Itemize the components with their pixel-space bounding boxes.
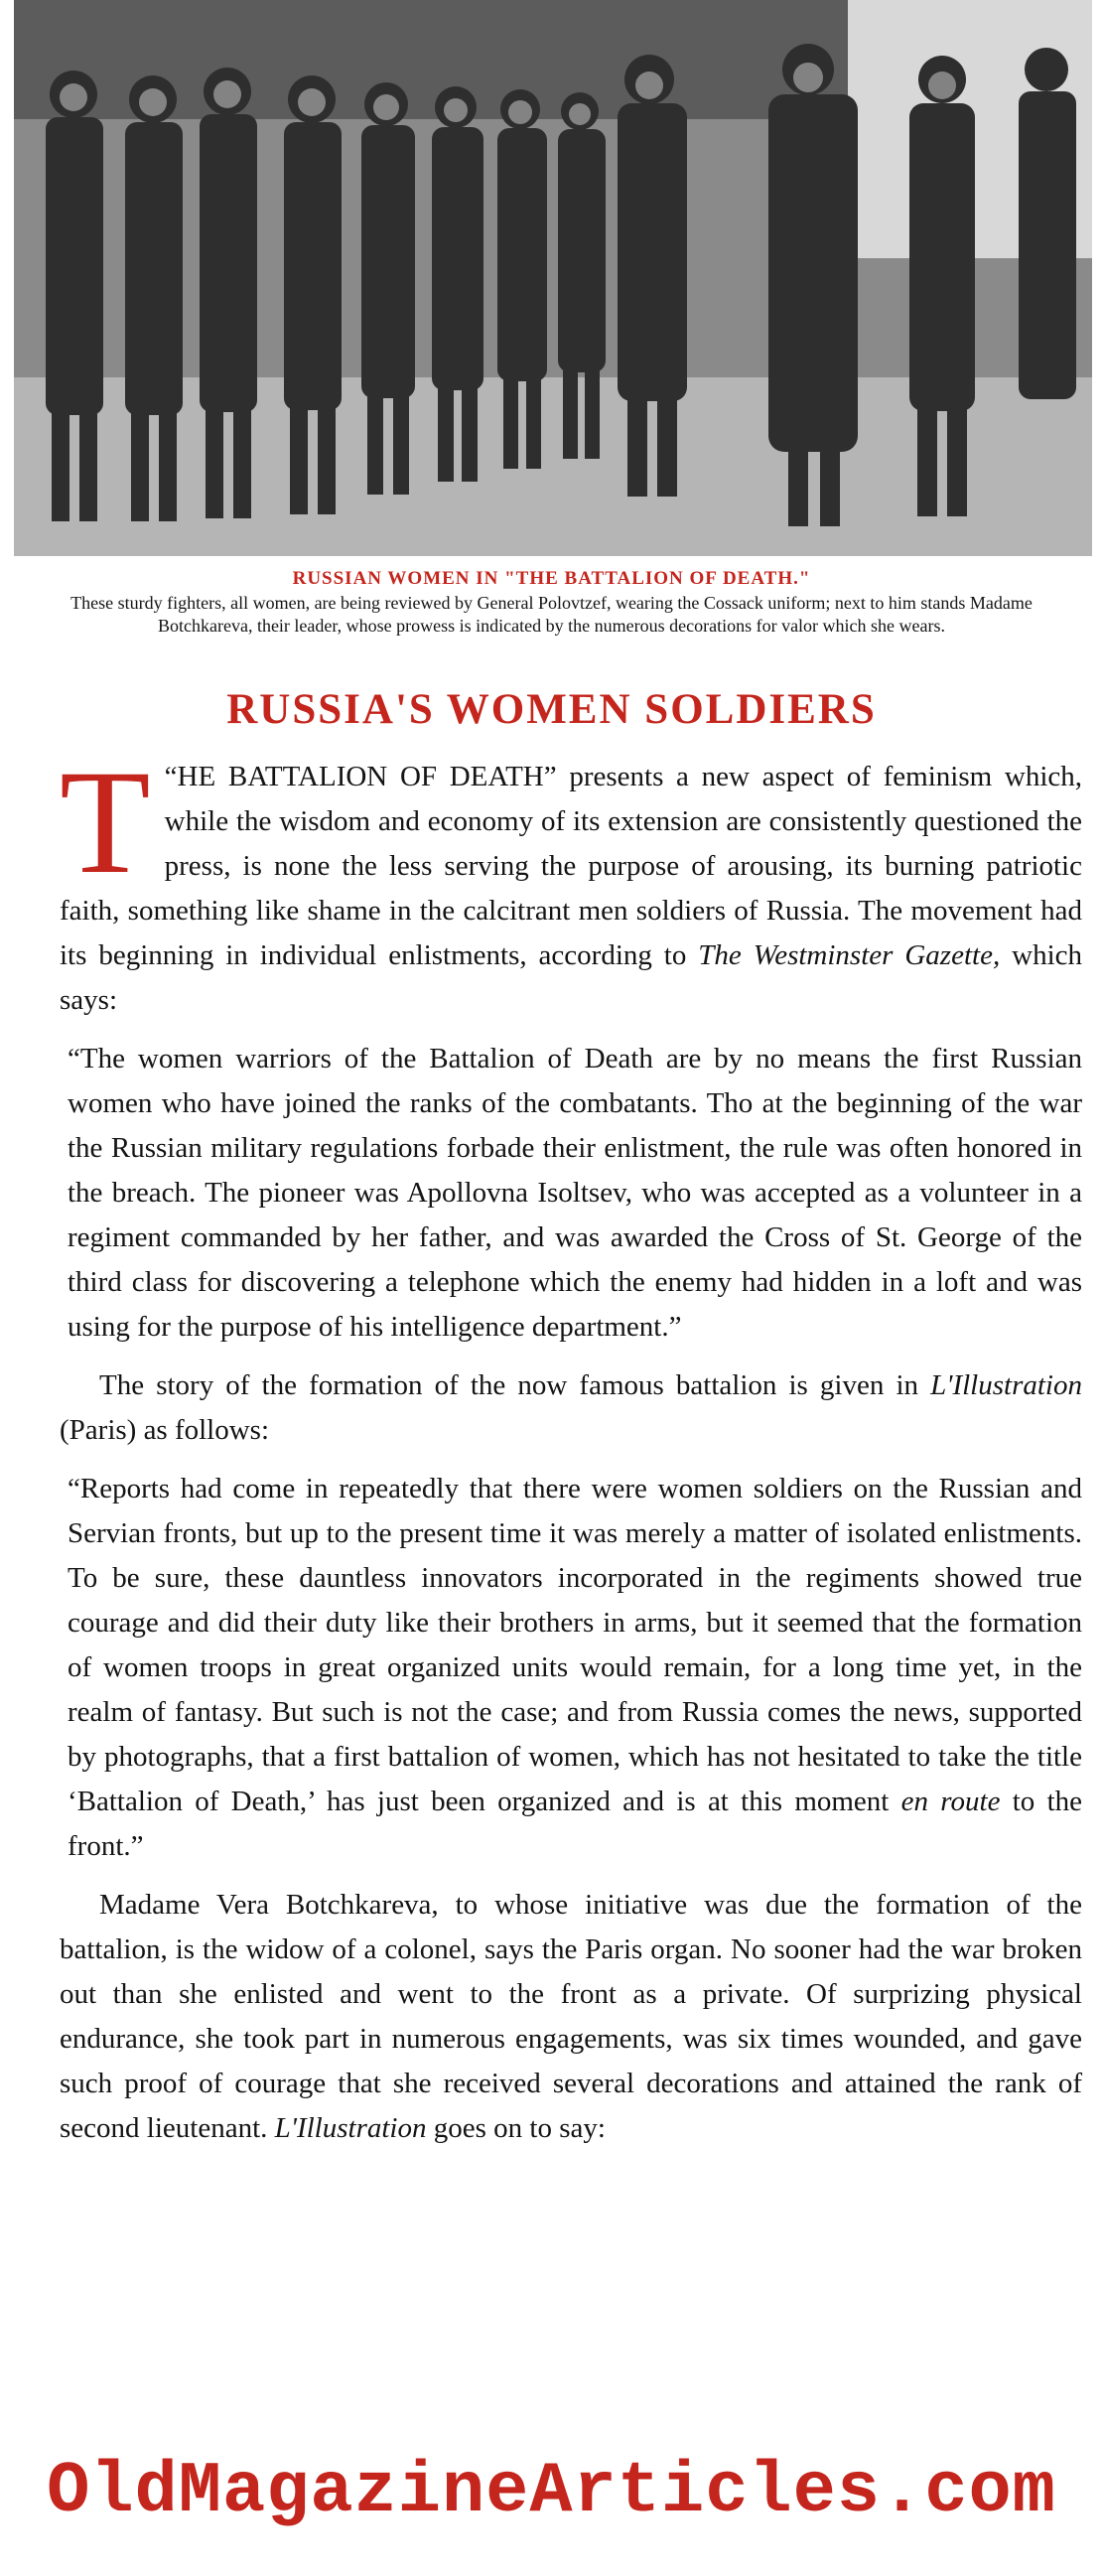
photo-caption bbox=[0, 562, 1103, 638]
paragraph-4-quote bbox=[68, 1467, 1082, 1869]
paragraph-3-text: The story of the formation of the now famous battalion is given in bbox=[99, 1369, 919, 1401]
paragraph-3 bbox=[60, 1363, 1082, 1453]
paragraph-5 bbox=[60, 1883, 1082, 2151]
paragraph-5-tail: goes on to say: bbox=[433, 2112, 606, 2144]
paragraph-5-text: Madame Vera Botchkareva, to whose initiative was due the formation of the battalion, is the widow of a colonel, says the Paris organ. No sooner had the war broken out than she enlisted and went to the front as a private. Of surprizing physical endurance, she took part in numerous engagements, was six times wounded, and gave such proof of courage that she received several decorations and attained the rank of second lieutenant. bbox=[60, 1889, 1082, 2144]
paragraph-1 bbox=[60, 740, 1083, 1023]
paragraph-3-source: L'Illustration bbox=[930, 1369, 1082, 1401]
battalion-photo bbox=[14, 0, 1092, 556]
paragraph-4-text: “Reports had come in repeatedly that there were women soldiers on the Russian and Servian fronts, but up to the present time it was merely a matter of isolated enlistments. To be sure, these dauntless innovators incorporated in the regiments showed true courage and did their duty like their brothers in arms, but it seemed that the formation of women troops in great organized units would remain, for a long time yet, in the realm of fantasy. But such is not the case; and from Russia comes the news, supported by photographs, that a first battalion of women, which has not hesitated to take the title ‘Battalion of Death,’ has just been organized and is at this moment bbox=[68, 1473, 1082, 1817]
paragraph-1-source: The Westminster Gazette, bbox=[698, 939, 1001, 971]
paragraph-1-lead: “HE BATTALION OF DEATH” bbox=[164, 761, 557, 792]
photo-illustration bbox=[14, 0, 1092, 556]
paragraph-3-tail: (Paris) as follows: bbox=[60, 1414, 270, 1446]
article-headline: RUSSIA'S WOMEN SOLDIERS bbox=[226, 686, 877, 733]
paragraph-1-text: presents a new aspect of feminism which, while the wisdom and economy of its extension are consistently questioned the press, is none the less serving the purpose of arousing, its burning patriotic faith, something like shame in the calcitrant men soldiers of Russia. The movement had its beginning in individual enlistments, according to bbox=[60, 761, 1082, 971]
paragraph-5-source: L'Illustration bbox=[274, 2112, 427, 2144]
article-body bbox=[60, 740, 1083, 2165]
drop-cap: T bbox=[60, 740, 151, 905]
paragraph-2-quote: “The women warriors of the Battalion of Death are by no means the first Russian women who have joined the ranks of the combatants. Tho at the beginning of the war the Russian military regulations forbade their enlistment, the rule was often honored in the breach. The pioneer was Apollovna Isoltsev, who was accepted as a volunteer in a regiment commanded by her father, and was awarded the Cross of St. George of the third class for discovering a telephone which the enemy had hidden in a loft and was using for the purpose of his intelligence department.” bbox=[68, 1043, 1082, 1343]
paragraph-1-tail: which says: bbox=[60, 939, 1083, 1016]
paragraph-4-italic: en route bbox=[900, 1786, 1001, 1817]
caption-text: These sturdy fighters, all women, are being reviewed by General Polovtzef, wearing the Cossack uniform; next to him stands Madame Botchkareva, their leader, whose prowess is indicated by the numerous decorations for valor which she wears. bbox=[70, 593, 1033, 636]
paragraph-4-tail: to the front.” bbox=[68, 1786, 1082, 1862]
site-watermark: OldMagazineArticles.com bbox=[47, 2451, 1056, 2532]
caption-title: RUSSIAN WOMEN IN "THE BATTALION OF DEATH." bbox=[292, 568, 811, 589]
